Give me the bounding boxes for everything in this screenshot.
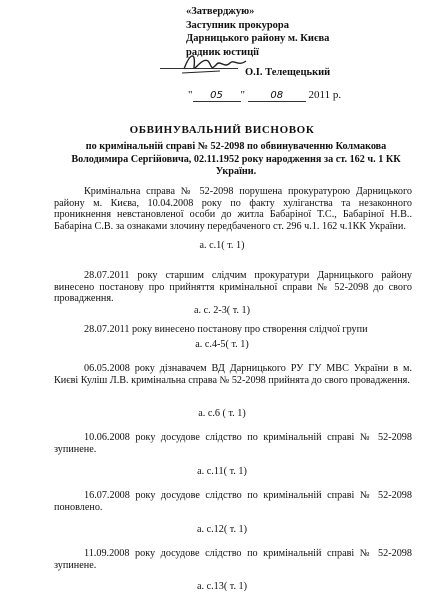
entry-reference: а. с.12( т. 1) xyxy=(196,524,248,535)
approval-date: " 05 " 08 2011 р. xyxy=(188,89,342,101)
approval-position: Заступник прокурора xyxy=(186,19,290,31)
approval-rank: радник юстиції xyxy=(186,46,259,58)
entry-text: 10.06.2008 року досудове слідство по кримінальній справі № 52-2098 зупинене. xyxy=(54,432,412,455)
approval-office: Дарницького району м. Києва xyxy=(186,33,330,44)
handwritten-signature xyxy=(180,47,250,77)
entry-reference: а. с.4-5( т. 1) xyxy=(195,339,249,350)
entry-text: 28.07.2011 року винесено постанову про створення слідчої групи xyxy=(84,324,368,335)
signature-line xyxy=(160,68,238,69)
entry-text: 06.05.2008 року дізнавачем ВД Дарницького РУ ГУ МВС України в м. Києві Куліш Л.В. кримінальна справа № 52-2098 прийнята до свого провадження. xyxy=(54,363,412,386)
entry-reference: а. с.1( т. 1) xyxy=(199,240,245,251)
entry-reference: а. с.13( т. 1) xyxy=(196,581,248,592)
entry-reference: а. с.6 ( т. 1) xyxy=(198,408,246,419)
entry-text: 11.09.2008 року досудове слідство по кримінальній справі № 52-2098 зупинене. xyxy=(54,548,412,571)
date-day: 05 xyxy=(193,90,241,102)
case-heading: по кримінальній справі № 52-2098 по обвинуваченню Колмакова Володимира Сергійовича, 02.11.1952 року народження за ст. 162 ч. 1 КК України. xyxy=(71,141,401,177)
approval-heading: «Затверджую» xyxy=(186,6,255,17)
date-year: 2011 р. xyxy=(308,89,342,101)
entry-text: 28.07.2011 року старшим слідчим прокуратури Дарницького району винесено постанову про прийняття кримінальної справи № 52-2098 до свого провадження. xyxy=(54,270,412,305)
signer-name: О.І. Телещецький xyxy=(245,67,331,78)
document-title: ОБВИНУВАЛЬНИЙ ВИСНОВОК xyxy=(129,124,315,136)
entry-text: 16.07.2008 року досудове слідство по кримінальній справі № 52-2098 поновлено. xyxy=(54,490,412,513)
entry-reference: а. с. 2-3( т. 1) xyxy=(193,305,250,316)
entry-text: Кримінальна справа № 52-2098 порушена прокуратурою Дарницького району м. Києва, 10.04.2008 року по факту хуліганства та незаконного проникнення невстановленої особи до житла Бабаріної Т.С., Бабаріної Н.В.. Бабаріна С.В. за ознаками злочину передбаченого ст. 296 ч.1. 162 ч.1КК України. xyxy=(54,186,412,233)
entry-reference: а. с.11( т. 1) xyxy=(197,466,247,477)
date-month: 08 xyxy=(248,90,306,102)
